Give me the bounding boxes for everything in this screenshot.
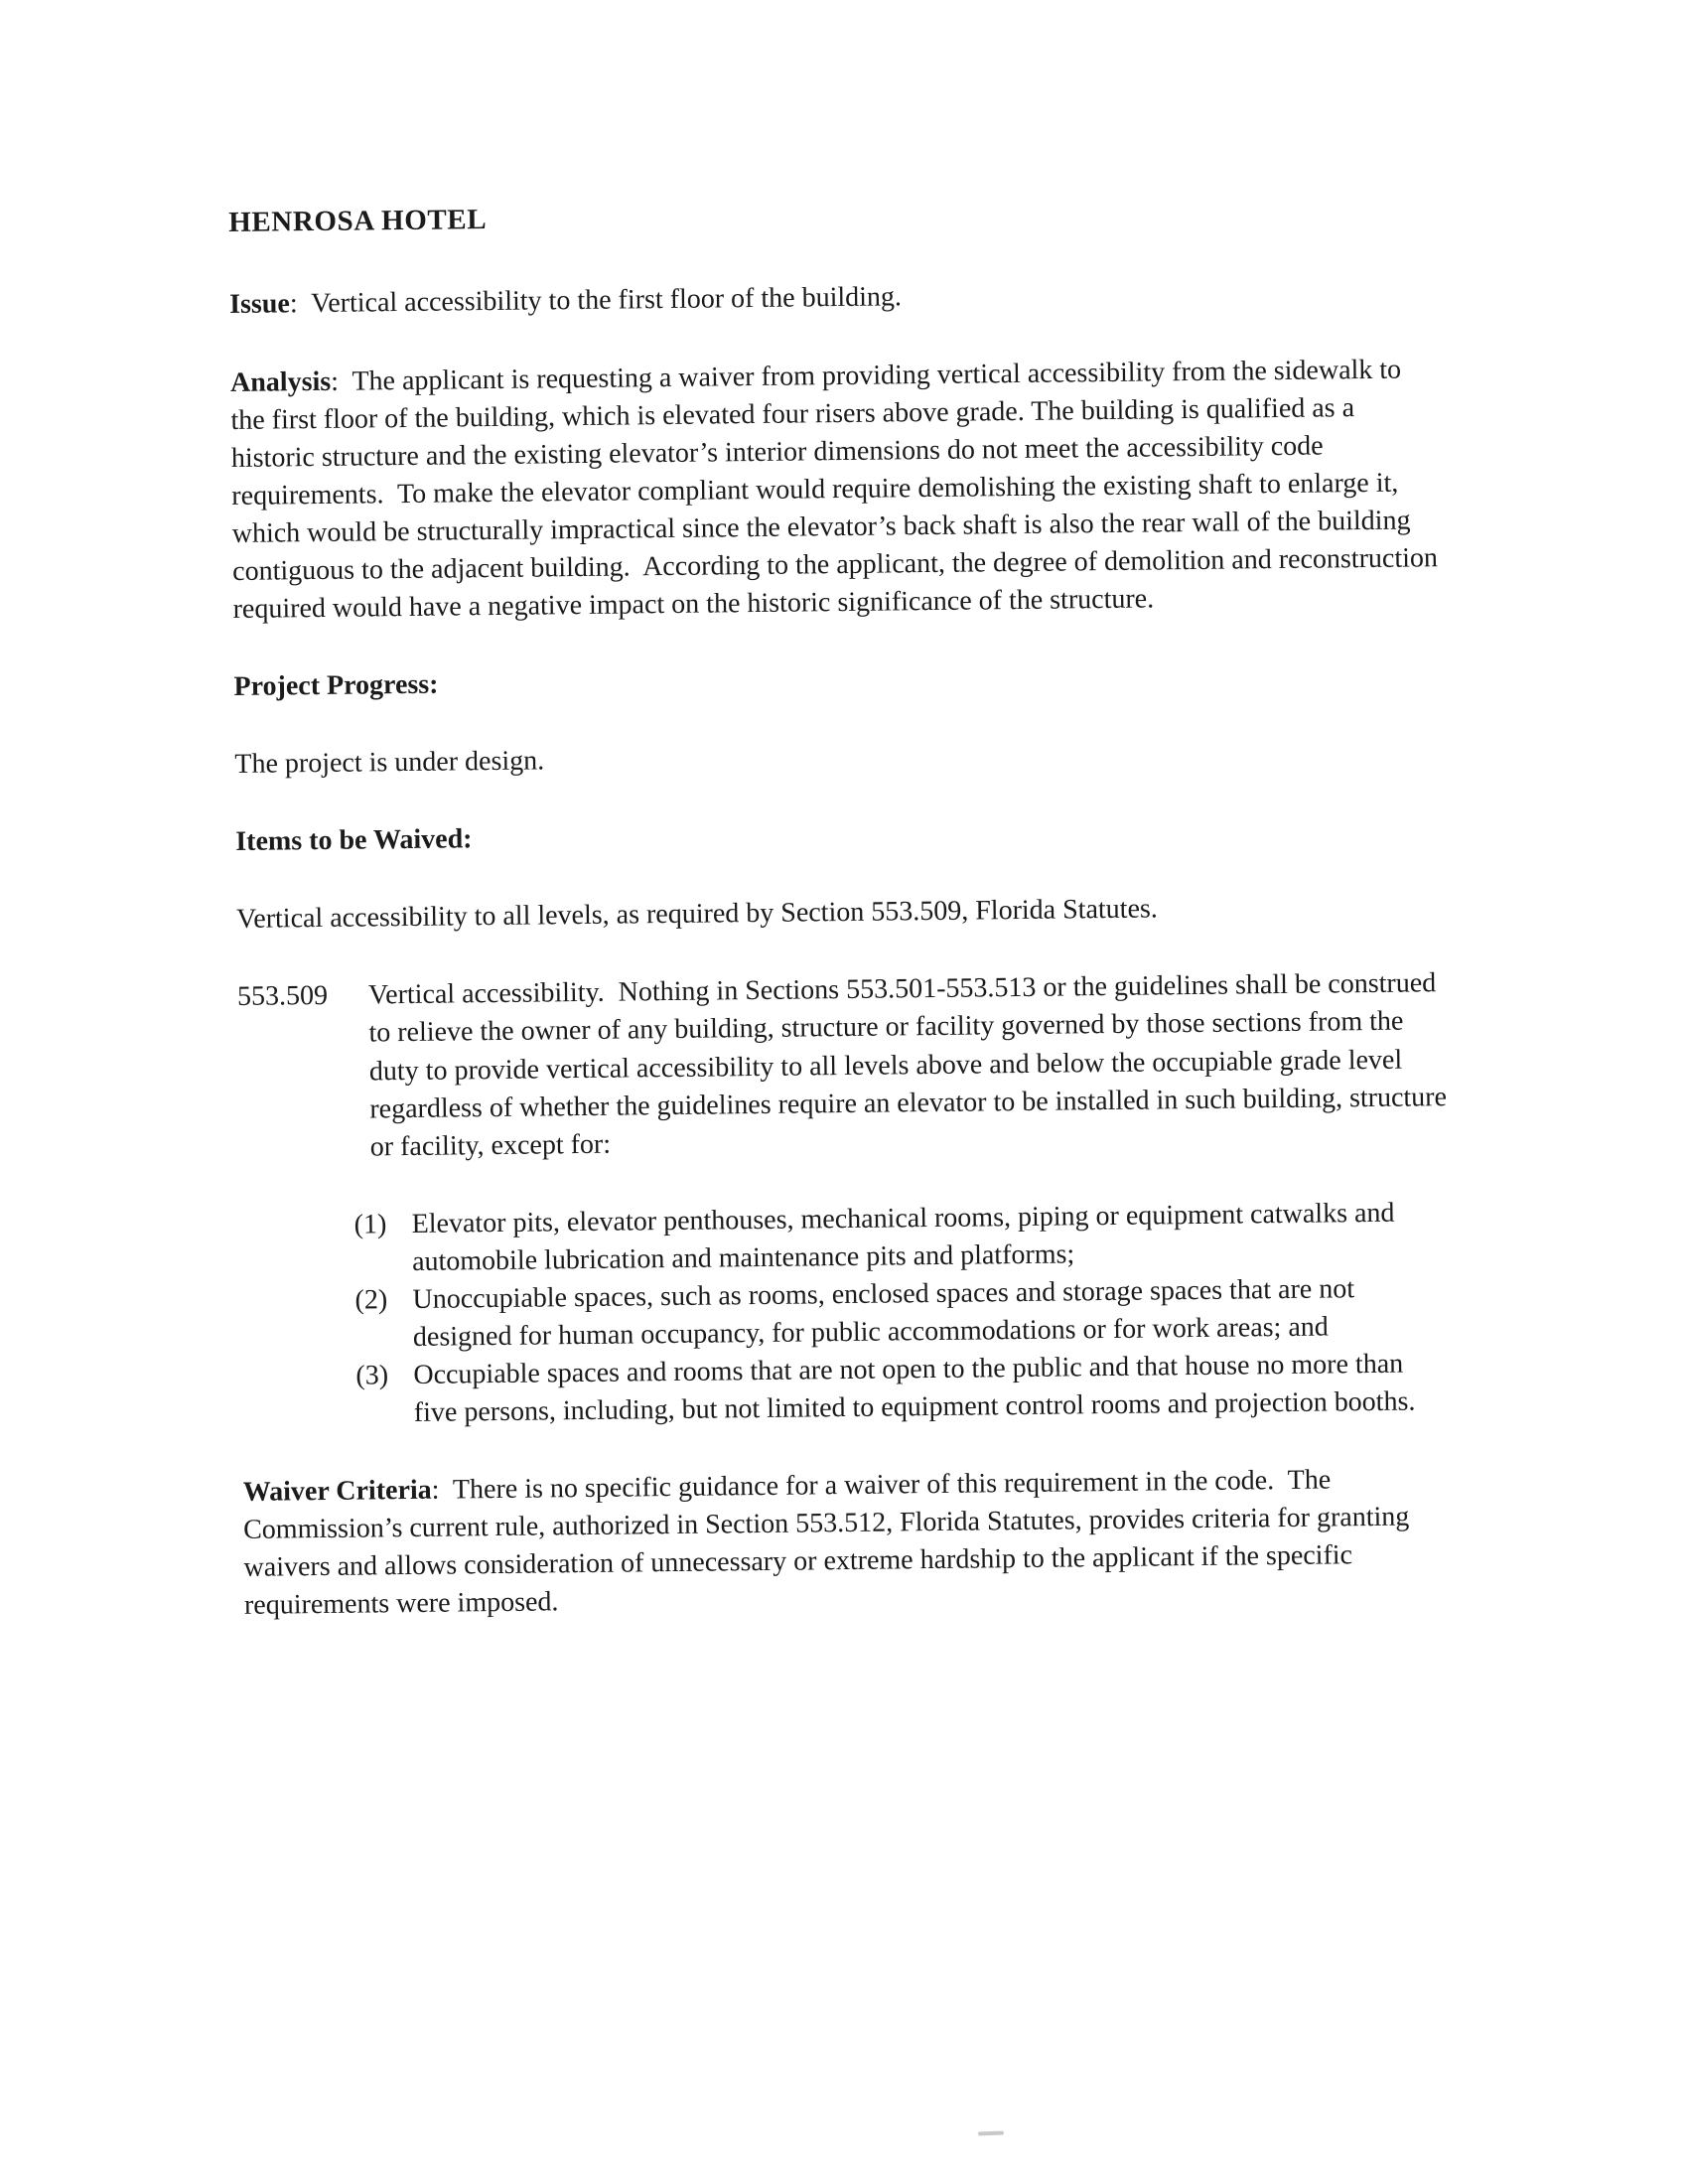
list-item-text: Unoccupiable spaces, such as rooms, enclosed spaces and storage spaces that are not designed for human occupancy, for public accommodations or for work areas; and <box>412 1273 1355 1353</box>
list-item <box>354 1269 1451 1358</box>
waiver-criteria-text: : There is no specific guidance for a waiver of this requirement in the code. The Commission’s current rule, authorized in Section 553.512, Florida Statutes, provides criteria for granting waivers and allows consideration of unnecessary or extreme hardship to the applicant if the specific requirements were imposed. <box>242 1464 1410 1622</box>
scan-artifact <box>978 2131 1004 2136</box>
waiver-criteria-label: Waiver Criteria <box>242 1474 432 1509</box>
project-progress-heading: Project Progress: <box>233 668 439 703</box>
issue-text: : Vertical accessibility to the first floor of the building. <box>289 281 903 320</box>
document-title: HENROSA HOTEL <box>228 204 488 238</box>
analysis-paragraph <box>230 351 1443 629</box>
statute-number: 553.509 <box>236 980 329 1013</box>
list-item-number: (1) <box>353 1209 387 1240</box>
list-item-number: (3) <box>355 1360 389 1391</box>
project-progress-text: The project is under design. <box>234 745 545 781</box>
document-content <box>228 190 1455 1665</box>
statute-exception-list <box>353 1194 1452 1433</box>
issue-label: Issue <box>228 288 291 321</box>
waiver-criteria-paragraph <box>243 1460 1455 1625</box>
statute-text: Vertical accessibility. Nothing in Sections 553.501-553.513 or the guidelines shall be construed to relieve the owner of any building, structure or facility governed by those sections from the duty to provide vertical accessibility to all levels above and below the occupiable grade level regardless of whether the guidelines require an elevator to be installed in such building, structure or facility, except for: <box>367 967 1448 1163</box>
items-to-be-waived-text: Vertical accessibility to all levels, as required by Section 553.509, Florida Statutes. <box>236 893 1158 936</box>
list-item <box>353 1194 1450 1282</box>
list-item-number: (2) <box>354 1284 388 1316</box>
analysis-text: : The applicant is requesting a waiver from providing vertical accessibility from the sidewalk to the first floor of the building, which is elevated four risers above grade. The building is qualified as a historic structure and the existing elevator’s interior dimensions do not meet the accessibility code requirements. To make the elevator compliant would require demolishing the existing shaft to enlarge it, which would be structurally impractical since the elevator’s back shaft is also the rear wall of the building contiguous to the adjacent building. According to the applicant, the degree of demolition and reconstruction required would have a negative impact on the historic significance of the structure. <box>230 354 1439 625</box>
issue-paragraph <box>229 273 1439 325</box>
list-item-text: Elevator pits, elevator penthouses, mechanical rooms, piping or equipment catwalks and automobile lubrication and maintenance pits and platforms; <box>411 1197 1395 1277</box>
list-item <box>355 1345 1452 1433</box>
statute-paragraph <box>237 965 1449 1168</box>
analysis-label: Analysis <box>229 365 332 398</box>
items-to-be-waived-heading: Items to be Waived: <box>235 823 473 858</box>
list-item-text: Occupiable spaces and rooms that are not open to the public and that house no more than five persons, including, but not limited to equipment control rooms and projection booths. <box>413 1348 1416 1429</box>
